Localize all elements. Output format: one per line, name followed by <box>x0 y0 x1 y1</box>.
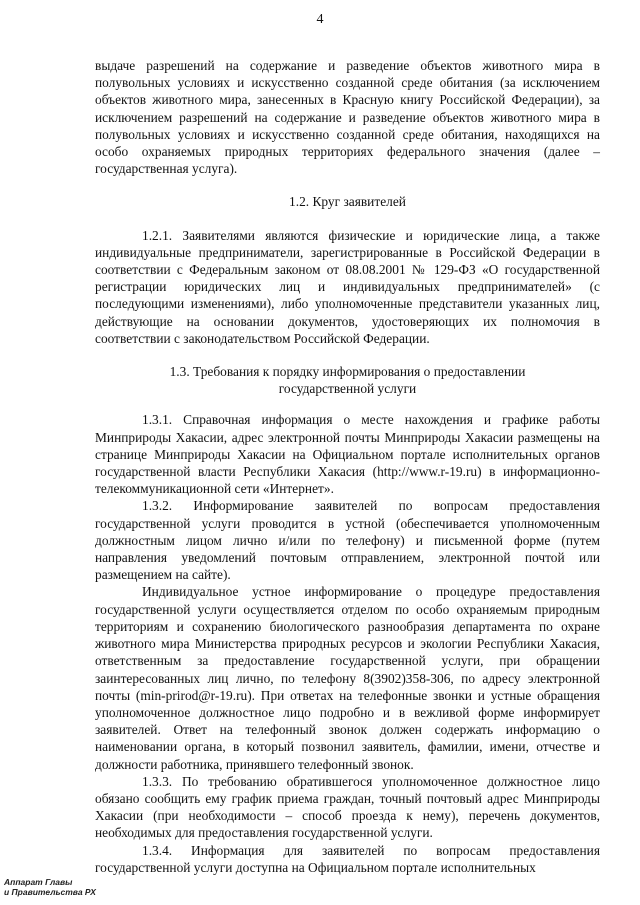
section-1-2-heading: 1.2. Круг заявителей <box>289 194 406 210</box>
paragraph-oral-informing: Индивидуальное устное информирование о процедуре предоставления государственной услуги осуществляется отделом по особо охраняемым природным территориям и сохранению биологического разнообразия департамента по охране животного мира Министерства природных ресурсов и экологии Республики Хакасия, ответственным за предоставление государственной услуги, при обращении заинтересованных лиц лично, по телефону 8(3902)358-306, по адресу электронной почты (min-prirod@r-19.ru). При ответах на телефонные звонки и устные обращения уполномоченное должностное лицо подробно и в вежливой форме информирует заявителей. Ответ на телефонный звонок должен содержать информацию о наименовании органа, в который позвонил заявитель, фамилии, имени, отчестве и должности работника, принявшего телефонный звонок. <box>95 584 600 772</box>
paragraph-1-2-1: 1.2.1. Заявителями являются физические и юридические лица, а также индивидуальные предприниматели, зарегистрированные в Российской Федерации в соответствии с Федеральным законом от 08.08.2001 № 129-ФЗ «О государственной регистрации юридических лиц и индивидуальных предпринимателей» (с последующими изменениями), либо уполномоченные представители указанных лиц, действующие на основании документов, удостоверяющих их полномочия в соответствии с законодательством Российской Федерации. <box>95 227 600 346</box>
paragraph-1-3-4: 1.3.4. Информация для заявителей по вопросам предоставления государственной услуги доступна на Официальном портале исполнительных <box>95 842 600 875</box>
section-1-3-heading-line2: государственной услуги <box>278 381 417 397</box>
page-number: 4 <box>316 12 324 27</box>
intro-paragraph: выдаче разрешений на содержание и разведение объектов животного мира в полувольных условиях и искусственно созданной среде обитания (за исключением объектов животного мира, занесенных в Красную книгу Российской Федерации), за исключением разрешений на содержание и разведение объектов животного мира в полувольных условиях и искусственно созданной среде обитания, находящихся на особо охраняемых природных территориях федерального значения (далее – государственная услуга). <box>95 58 600 177</box>
document-body <box>95 57 600 876</box>
paragraph-1-3-2: 1.3.2. Информирование заявителей по вопросам предоставления государственной услуги проводится в устной (обеспечивается уполномоченным должностным лицом лично и/или по телефону) и письменной форме (путем направления уведомлений почтовым отправлением, электронной почтой или размещением на сайте). <box>95 498 600 583</box>
stamp-line-2: и Правительства РХ <box>4 887 96 897</box>
section-1-3-heading-line1: 1.3. Требования к порядку информирования о предоставлении <box>169 364 526 380</box>
paragraph-1-3-1: 1.3.1. Справочная информация о месте нахождения и графике работы Минприроды Хакасии, адрес электронной почты Минприроды Хакасии размещены на странице Минприроды Хакасии на Официальном портале исполнительных органов государственной власти Республики Хакасия (http://www.r-19.ru) в информационно-телекоммуникационной сети «Интернет». <box>95 412 600 497</box>
office-stamp <box>4 877 96 897</box>
stamp-line-1: Аппарат Главы <box>4 877 73 887</box>
paragraph-1-3-3: 1.3.3. По требованию обратившегося уполномоченное должностное лицо обязано сообщить ему график приема граждан, точный почтовый адрес Минприроды Хакасии (при необходимости – способ проезда к нему), перечень документов, необходимых для предоставления государственной услуги. <box>95 773 600 841</box>
